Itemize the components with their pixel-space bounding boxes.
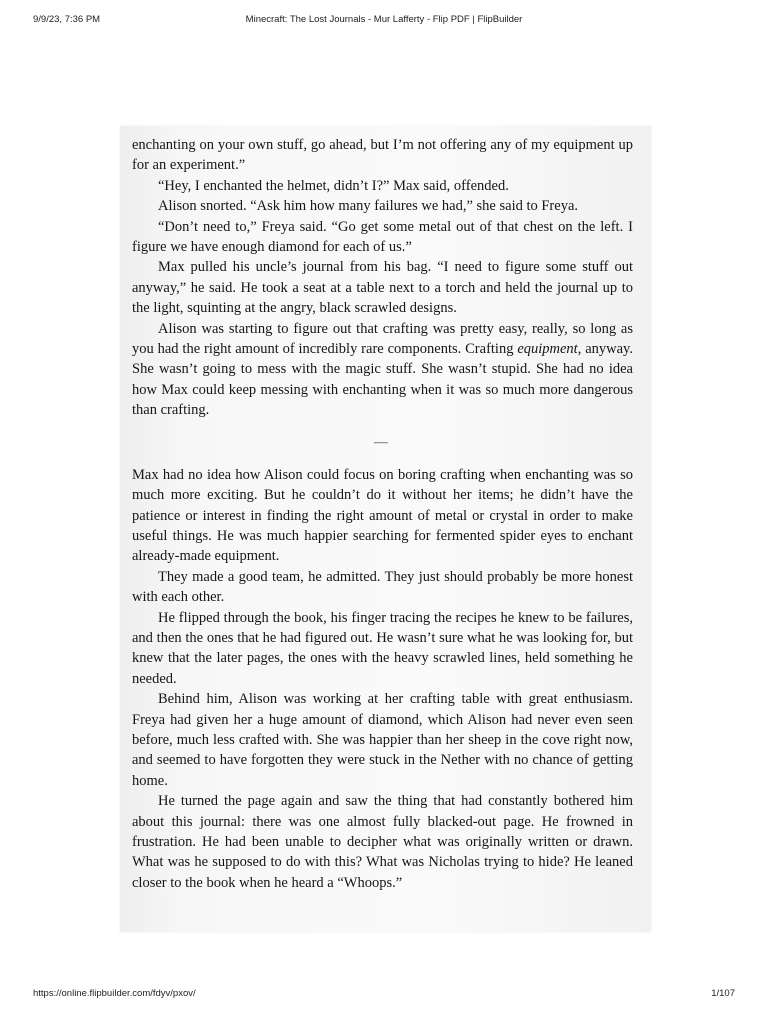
paragraph: They made a good team, he admitted. They just should probably be more honest with each other. xyxy=(132,568,633,606)
paragraph: “Hey, I enchanted the helmet, didn’t I?” Max said, offended. xyxy=(158,177,509,194)
paragraph: He turned the page again and saw the thing that had constantly bothered him about this journal: there was one almost fully blacked-out page. He frowned in frustration. He had been unable to decipher what was originally written or drawn. What was he supposed to do with this? What was Nicholas trying to hide? He leaned closer to the book when he heard a “Whoops.” xyxy=(132,793,633,891)
paragraph xyxy=(132,319,633,421)
print-page-title: Minecraft: The Lost Journals - Mur Lafferty - Flip PDF | FlipBuilder xyxy=(245,14,523,25)
paragraph: enchanting on your own stuff, go ahead, but I’m not offering any of my equipment up for an experiment.” xyxy=(132,137,633,174)
paragraph: Max pulled his uncle’s journal from his bag. “I need to figure some stuff out anyway,” he said. He took a seat at a table next to a torch and held the journal up to the light, squinting at the angry, black scrawled designs. xyxy=(132,259,633,317)
scene-break-dash: — xyxy=(374,434,388,450)
paragraph-text: Alison was starting to figure out that crafting was pretty easy, really, so long as you had the right amount of incredibly rare components. Crafting xyxy=(132,320,633,358)
print-footer xyxy=(33,988,735,1002)
italic-text: equipment xyxy=(517,341,578,358)
paragraph: Behind him, Alison was working at her crafting table with great enthusiasm. Freya had given her a huge amount of diamond, which Alison had never even seen before, much less crafted with. She was happier than her sheep in the cove right now, and seemed to have forgotten they were stuck in the Nether with no chance of getting home. xyxy=(132,691,633,789)
paragraph: Max had no idea how Alison could focus on boring crafting when enchanting was so much more exciting. But he couldn’t do it without her items; he didn’t have the patience or interest in finding the right amount of metal or crystal in order to make useful things. He was much happier searching for fermented spider eyes to enchant already-made equipment. xyxy=(132,466,633,565)
paragraph-text: , anyway. She wasn’t going to mess with the magic stuff. She wasn’t stupid. She had no idea how Max could keep messing with enchanting when it was so much more dangerous than crafting. xyxy=(132,341,633,419)
book-page xyxy=(120,126,651,932)
print-date: 9/9/23, 7:36 PM xyxy=(33,14,101,25)
print-url: https://online.flipbuilder.com/fdyv/pxov/ xyxy=(33,988,196,999)
page-text xyxy=(132,135,633,893)
print-header xyxy=(33,14,735,28)
paragraph: “Don’t need to,” Freya said. “Go get some metal out of that chest on the left. I figure we have enough diamond for each of us.” xyxy=(132,218,633,256)
paragraph: Alison snorted. “Ask him how many failures we had,” she said to Freya. xyxy=(158,198,579,215)
paragraph: He flipped through the book, his finger tracing the recipes he knew to be failures, and then the ones that he had figured out. He wasn’t sure what he was looking for, but knew that the later pages, the ones with the heavy scrawled lines, held something he needed. xyxy=(132,609,633,687)
scene-break xyxy=(132,421,633,465)
page-counter: 1/107 xyxy=(711,988,735,999)
